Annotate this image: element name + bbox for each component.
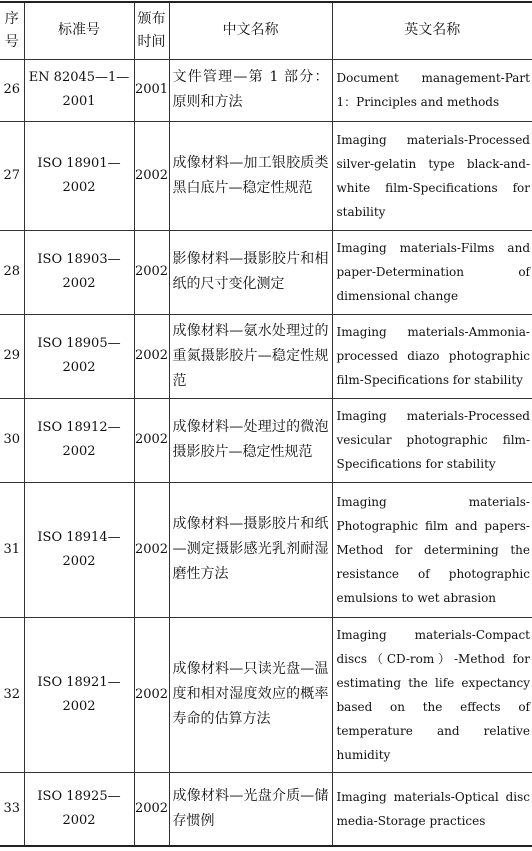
standards-table xyxy=(0,1,532,847)
row-chinese-name: 文件管理—第 1 部分：原则和方法 xyxy=(169,59,332,121)
row-chinese-name: 成像材料—只读光盘—温度和相对湿度效应的概率寿命的估算方法 xyxy=(169,617,332,772)
row-year: 2002 xyxy=(134,482,169,617)
row-standard: ISO 18903—2002 xyxy=(24,230,134,314)
row-no: 31 xyxy=(0,482,24,617)
row-year: 2002 xyxy=(134,617,169,772)
table-row xyxy=(0,314,532,398)
row-standard: ISO 18901—2002 xyxy=(24,121,134,230)
row-standard: EN 82045—1—2001 xyxy=(24,59,134,121)
row-no: 29 xyxy=(0,314,24,398)
row-english-name: Imaging materials-Photographic film and papers-Method for determining the resistance of photographic emulsions to wet abrasion xyxy=(332,482,532,617)
header-chinese-name: 中文名称 xyxy=(169,2,332,59)
header-standard: 标准号 xyxy=(24,2,134,59)
table-row xyxy=(0,121,532,230)
row-standard: ISO 18905—2002 xyxy=(24,314,134,398)
header-row xyxy=(0,2,532,59)
row-english-name: Imaging materials-Compact discs（CD-rom）-Method for estimating the life expectancy based on the effects of temperature and relative humidity xyxy=(332,617,532,772)
row-no: 27 xyxy=(0,121,24,230)
row-year: 2002 xyxy=(134,121,169,230)
row-chinese-name: 成像材料—加工银胶质类黑白底片—稳定性规范 xyxy=(169,121,332,230)
row-year: 2002 xyxy=(134,314,169,398)
row-english-name: Imaging materials-Ammonia-processed diazo photographic film-Specifications for stability xyxy=(332,314,532,398)
row-standard: ISO 18912—2002 xyxy=(24,398,134,482)
row-standard: ISO 18914—2002 xyxy=(24,482,134,617)
row-no: 26 xyxy=(0,59,24,121)
row-standard: ISO 18921—2002 xyxy=(24,617,134,772)
table-row xyxy=(0,482,532,617)
row-no: 30 xyxy=(0,398,24,482)
row-chinese-name: 成像材料—摄影胶片和纸—测定摄影感光乳剂耐湿磨性方法 xyxy=(169,482,332,617)
row-chinese-name: 成像材料—处理过的微泡摄影胶片—稳定性规范 xyxy=(169,398,332,482)
header-year: 颁布时间 xyxy=(134,2,169,59)
row-standard: ISO 18925—2002 xyxy=(24,772,134,846)
row-chinese-name: 成像材料—氨水处理过的重氮摄影胶片—稳定性规范 xyxy=(169,314,332,398)
row-no: 28 xyxy=(0,230,24,314)
table-row xyxy=(0,617,532,772)
row-english-name: Imaging materials-Optical disc media-Storage practices xyxy=(332,772,532,846)
row-chinese-name: 成像材料—光盘介质—储存惯例 xyxy=(169,772,332,846)
header-english-name: 英文名称 xyxy=(332,2,532,59)
table-row xyxy=(0,772,532,846)
row-year: 2002 xyxy=(134,230,169,314)
row-no: 33 xyxy=(0,772,24,846)
table-row xyxy=(0,59,532,121)
row-no: 32 xyxy=(0,617,24,772)
row-year: 2001 xyxy=(134,59,169,121)
row-english-name: Imaging materials-Processed vesicular photographic film-Specifications for stability xyxy=(332,398,532,482)
row-english-name: Document management-Part 1：Principles and methods xyxy=(332,59,532,121)
table-row xyxy=(0,230,532,314)
header-no: 序号 xyxy=(0,2,24,59)
row-year: 2002 xyxy=(134,398,169,482)
table-row xyxy=(0,398,532,482)
row-english-name: Imaging materials-Films and paper-Determination of dimensional change xyxy=(332,230,532,314)
row-english-name: Imaging materials-Processed silver-gelatin type black-and-white film-Specifications for stability xyxy=(332,121,532,230)
row-year: 2002 xyxy=(134,772,169,846)
row-chinese-name: 影像材料—摄影胶片和相纸的尺寸变化测定 xyxy=(169,230,332,314)
